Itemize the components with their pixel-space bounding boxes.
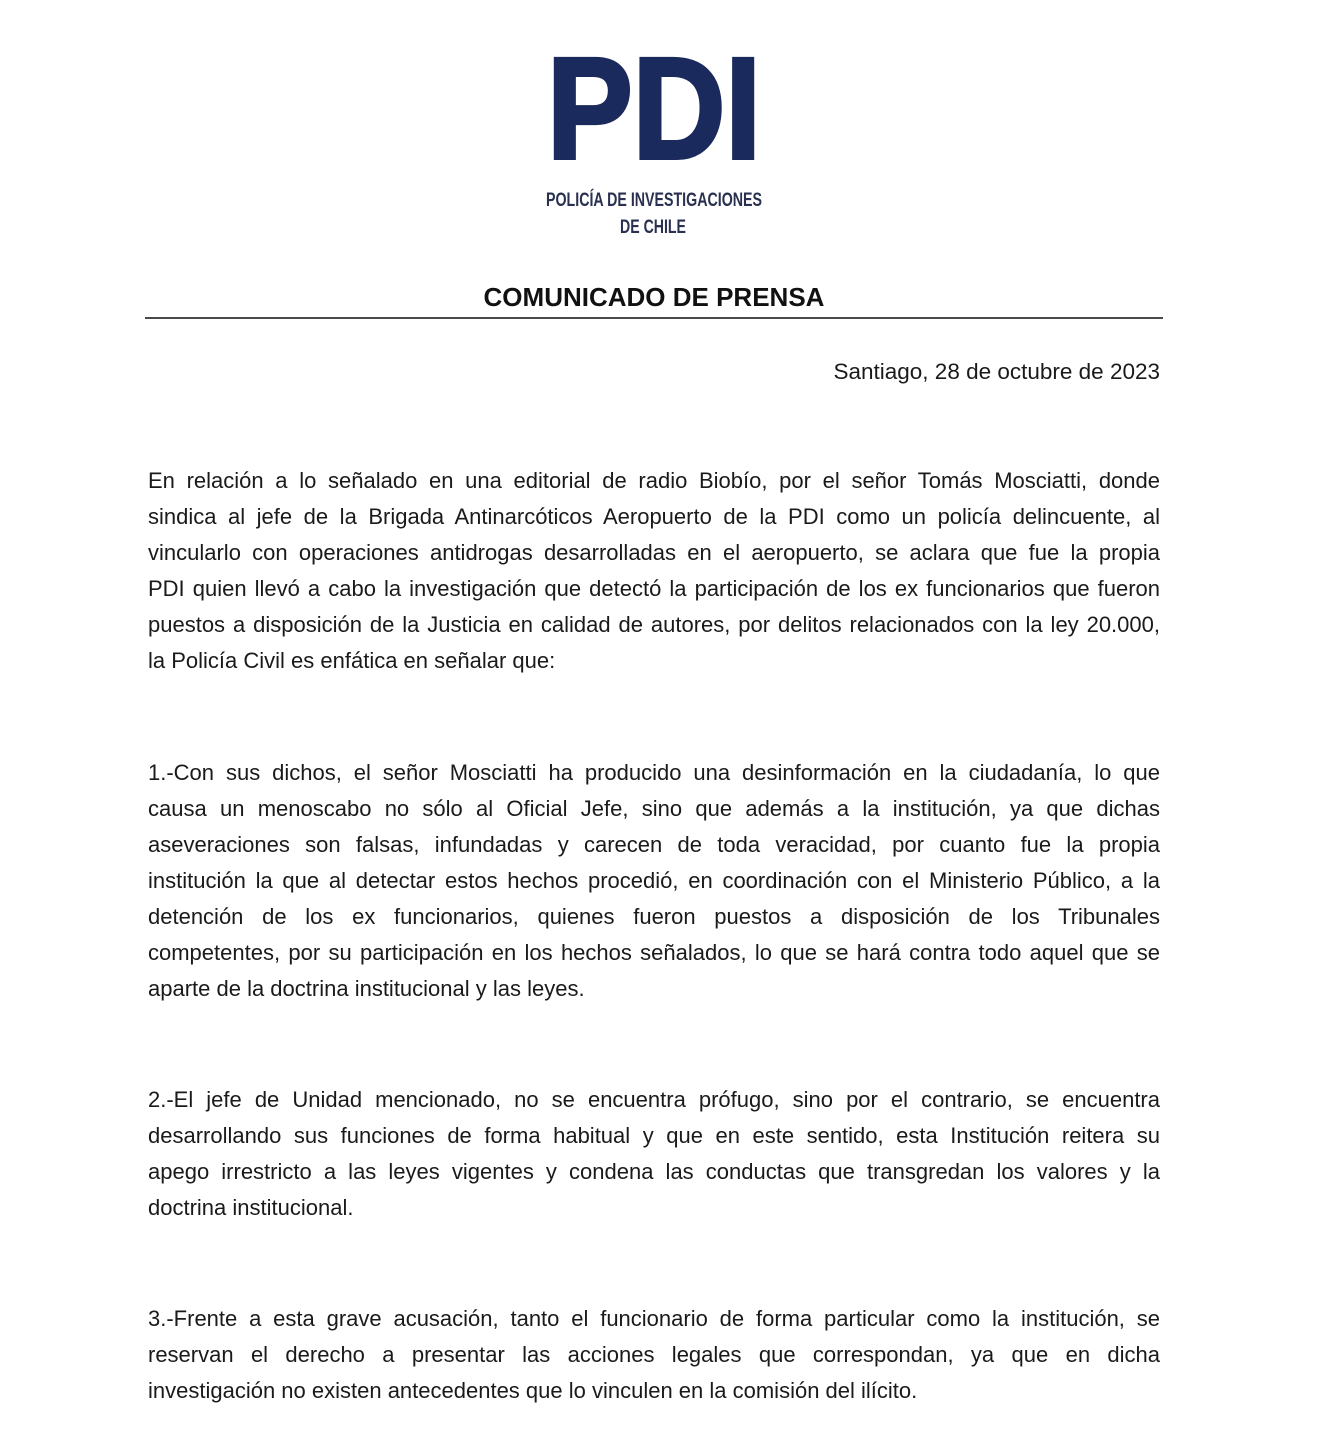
title-divider xyxy=(145,317,1163,319)
paragraph-line: 3.-Frente a esta grave acusación, tanto el funcionario de forma particular como la institución, se xyxy=(148,1306,1160,1331)
paragraph-line: doctrina institucional. xyxy=(148,1195,354,1220)
paragraph-line: 1.-Con sus dichos, el señor Mosciatti ha producido una desinformación en la ciudadanía, lo que xyxy=(148,760,1160,785)
paragraph-line: puestos a disposición de la Justicia en calidad de autores, por delitos relacionados con la ley 20.000, xyxy=(148,612,1160,637)
paragraph-line: PDI quien llevó a cabo la investigación que detectó la participación de los ex funcionarios que fueron xyxy=(148,576,1160,601)
paragraph-line: aseveraciones son falsas, infundadas y carecen de toda veracidad, por cuanto fue la propia xyxy=(148,832,1160,857)
paragraph-line: aparte de la doctrina institucional y las leyes. xyxy=(148,976,585,1001)
paragraph-line: En relación a lo señalado en una editorial de radio Biobío, por el señor Tomás Mosciatti, donde xyxy=(148,468,1160,493)
point-1-paragraph xyxy=(148,755,1160,1007)
point-2-paragraph xyxy=(148,1082,1160,1226)
paragraph-line: vincularlo con operaciones antidrogas desarrolladas en el aeropuerto, se aclara que fue la propia xyxy=(148,540,1160,565)
point-3-paragraph xyxy=(148,1301,1160,1409)
paragraph-line: reservan el derecho a presentar las acciones legales que correspondan, ya que en dicha xyxy=(148,1342,1160,1367)
paragraph-line: desarrollando sus funciones de forma habitual y que en este sentido, esta Institución reitera su xyxy=(148,1123,1160,1148)
paragraph-line: 2.-El jefe de Unidad mencionado, no se encuentra prófugo, sino por el contrario, se encuentra xyxy=(148,1087,1160,1112)
paragraph-line: investigación no existen antecedentes que lo vinculen en la comisión del ilícito. xyxy=(148,1378,918,1403)
document-title: COMUNICADO DE PRENSA xyxy=(483,282,825,312)
paragraph-line: competentes, por su participación en los hechos señalados, lo que se hará contra todo aquel que se xyxy=(148,940,1160,965)
paragraph-line: institución la que al detectar estos hechos procedió, en coordinación con el Ministerio Público, a la xyxy=(148,868,1160,893)
pdi-logo xyxy=(520,28,835,240)
paragraph-line: detención de los ex funcionarios, quienes fueron puestos a disposición de los Tribunales xyxy=(148,904,1160,929)
logo-name-line-1: POLICÍA DE INVESTIGACIONES xyxy=(546,190,835,211)
document-date: Santiago, 28 de octubre de 2023 xyxy=(833,359,1160,384)
paragraph-line: apego irrestricto a las leyes vigentes y condena las conductas que transgredan los valores y la xyxy=(148,1159,1160,1184)
logo-acronym: PDI xyxy=(547,28,761,189)
paragraph-line: causa un menoscabo no sólo al Oficial Jefe, sino que además a la institución, ya que dichas xyxy=(148,796,1160,821)
intro-paragraph xyxy=(148,463,1160,679)
paragraph-line: la Policía Civil es enfática en señalar que: xyxy=(148,648,556,673)
paragraph-line: sindica al jefe de la Brigada Antinarcóticos Aeropuerto de la PDI como un policía delincuente, al xyxy=(148,504,1160,529)
logo-name-line-2: DE CHILE xyxy=(620,217,686,238)
